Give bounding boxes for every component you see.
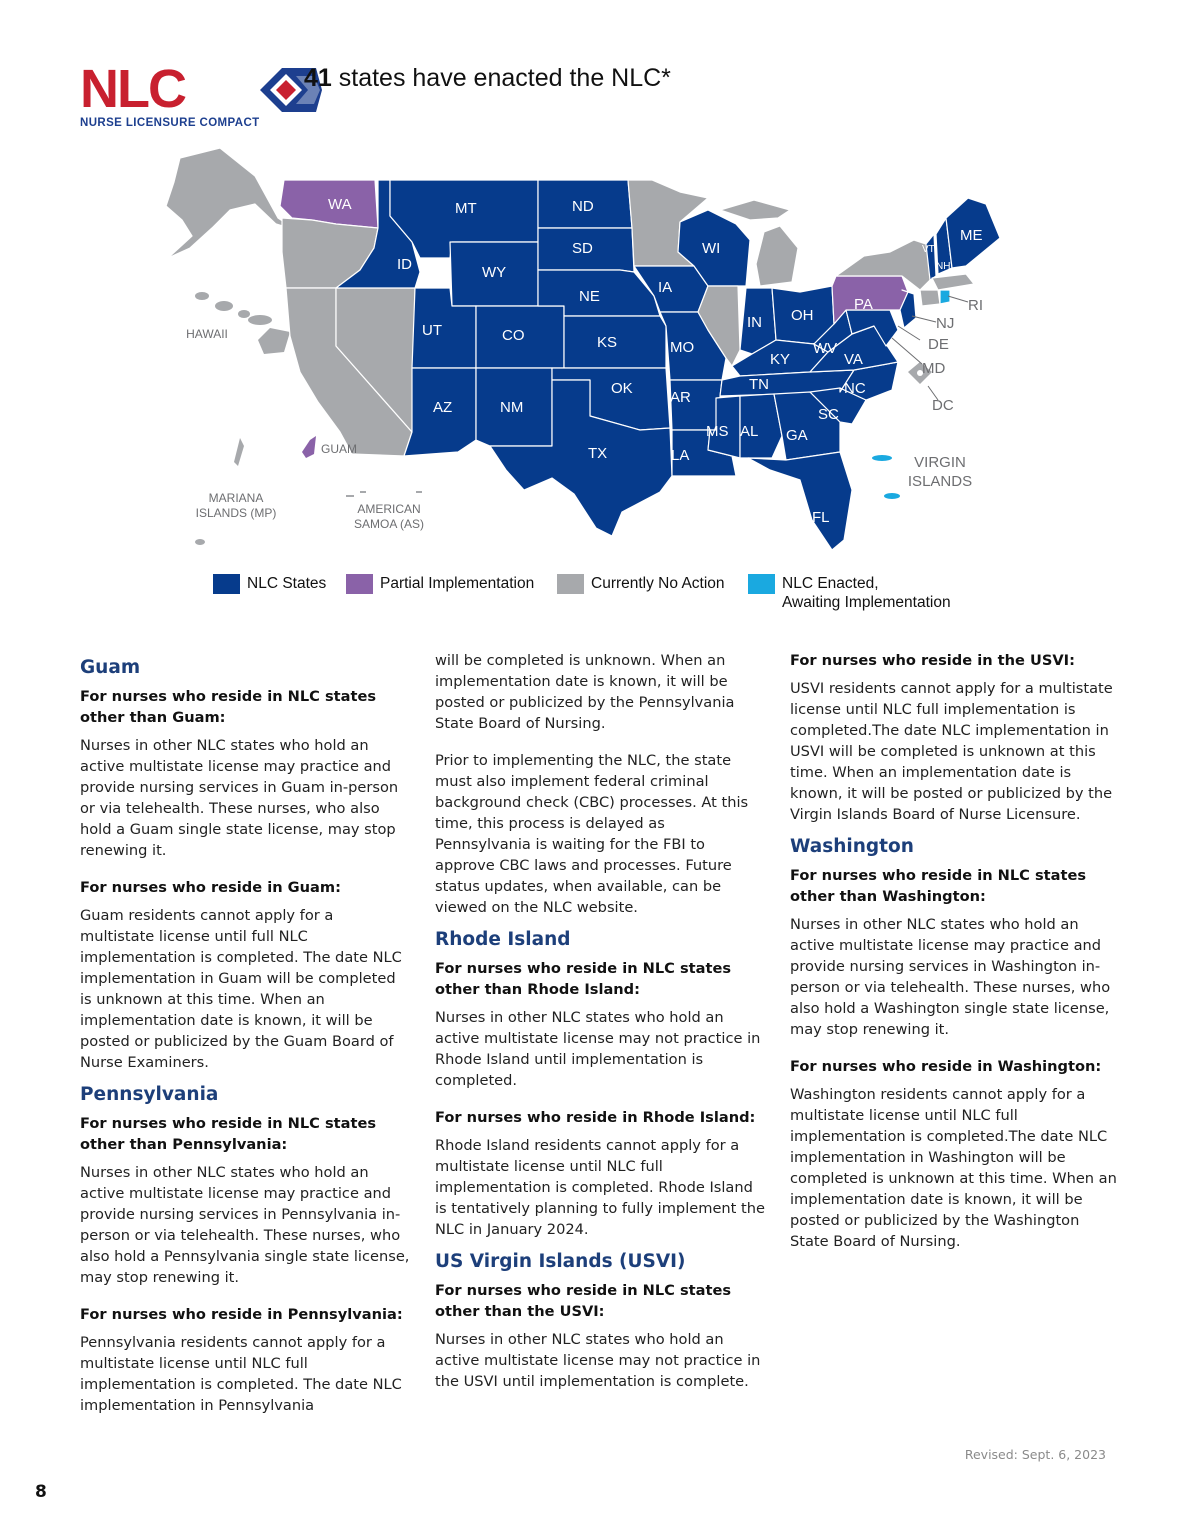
rhodeisland-state xyxy=(940,290,950,304)
map-label-ok: OK xyxy=(611,380,633,397)
pa-subheading-2: For nurses who reside in Pennsylvania: xyxy=(80,1306,403,1323)
nlc-logo xyxy=(80,59,280,132)
us-nlc-map xyxy=(160,140,1060,570)
map-label-nm: NM xyxy=(500,399,524,416)
map-label-wy: WY xyxy=(482,264,507,281)
map-label-nj: NJ xyxy=(936,315,955,332)
pa-subheading-1: For nurses who reside in NLC states other than Pennsylvania: xyxy=(80,1115,377,1153)
map-label-nc: NC xyxy=(844,380,866,397)
massachusetts-state xyxy=(932,274,974,290)
legend-label-nlc: NLC States xyxy=(247,575,327,592)
pa-paragraph-1: Nurses in other NLC states who hold an active multistate license may practice and provide nursing services in Pennsylvania in-person or via telehealth. These nurses, who also hold a Pennsylvania single state license, may stop renewing it. xyxy=(80,1164,410,1286)
legend-partial xyxy=(346,574,534,594)
map-label-wa: WA xyxy=(328,196,352,213)
map-label-ne: NE xyxy=(579,288,600,305)
florida-state xyxy=(748,452,852,550)
map-label-vi-2: ISLANDS xyxy=(907,473,973,490)
map-label-pa: PA xyxy=(854,296,873,313)
guam-paragraph-1: Nurses in other NLC states who hold an active multistate license may practice and provide nursing services in Guam in-person or via telehealth. These nurses, who also hold a Guam single state license, may stop renewing it. xyxy=(80,737,399,859)
map-label-oh: OH xyxy=(791,307,814,324)
map-label-ar: AR xyxy=(670,389,691,406)
logo-subtitle: NURSE LICENSURE COMPACT xyxy=(80,117,260,129)
michigan-upper xyxy=(720,200,790,220)
guam-heading: Guam xyxy=(80,657,141,678)
map-label-samoa-2: SAMOA (AS) xyxy=(353,517,425,531)
legend-label-no-action: Currently No Action xyxy=(591,575,725,592)
usvi-paragraph-1: Nurses in other NLC states who hold an active multistate license may not practice in the USVI until implementation is complete. xyxy=(435,1331,761,1390)
logo-wordmark: NLC xyxy=(80,59,185,119)
legend-swatch-nlc xyxy=(213,574,240,594)
map-label-md: MD xyxy=(922,360,946,377)
guam-territory xyxy=(302,436,316,458)
map-label-id: ID xyxy=(397,256,412,273)
map-label-ut: UT xyxy=(422,322,442,339)
page-headline xyxy=(304,64,671,93)
guam-subheading-2: For nurses who reside in Guam: xyxy=(80,879,341,896)
usvi-subheading-1: For nurses who reside in NLC states other than the USVI: xyxy=(435,1282,732,1320)
wa-paragraph-1: Nurses in other NLC states who hold an active multistate license may practice and provide nursing services in Washington in-person or via telehealth. These nurses, who also hold a Washington single state license, may stop renewing it. xyxy=(790,916,1111,1038)
map-label-wi: WI xyxy=(702,240,721,257)
headline-count: 41 xyxy=(304,64,332,92)
map-label-mt: MT xyxy=(455,200,477,217)
legend-swatch-partial xyxy=(346,574,373,594)
rhode-island-heading: Rhode Island xyxy=(435,929,571,950)
map-label-fl: FL xyxy=(812,509,830,526)
map-label-va: VA xyxy=(844,351,863,368)
ri-paragraph-2: Rhode Island residents cannot apply for a multistate license until NLC full implementation is completed. Rhode Island is tentatively planning to fully implement the NLC in January 2024. xyxy=(435,1137,765,1238)
ri-subheading-2: For nurses who reside in Rhode Island: xyxy=(435,1109,756,1126)
map-label-mariana-1: MARIANA xyxy=(208,491,264,505)
map-label-guam: GUAM xyxy=(321,442,357,456)
map-label-mariana-2: ISLANDS (MP) xyxy=(195,506,277,520)
map-label-la: LA xyxy=(671,447,690,464)
connecticut-state xyxy=(920,290,940,306)
map-label-nh: NH xyxy=(936,261,951,272)
map-label-sd: SD xyxy=(572,240,593,257)
samoa-islands xyxy=(346,492,422,496)
map-label-ky: KY xyxy=(770,351,791,368)
pa-paragraph-2: Pennsylvania residents cannot apply for a multistate license until NLC full implementation is completed. The date NLC implementation in Pennsylvania xyxy=(80,1334,402,1414)
legend-label-awaiting-1: NLC Enacted, xyxy=(782,575,879,592)
guam-paragraph-2: Guam residents cannot apply for a multistate license until full NLC implementation is completed. The date NLC implementation in Guam will be completed is unknown at this time. When an implementation date is known, it will be posted or publicized by the Guam Board of Nurse Examiners. xyxy=(80,907,402,1071)
map-label-ri: RI xyxy=(968,297,983,314)
map-label-mo: MO xyxy=(670,339,695,356)
text-column-3 xyxy=(790,650,1120,1268)
ri-paragraph-1: Nurses in other NLC states who hold an active multistate license may not practice in Rhode Island until implementation is completed. xyxy=(435,1009,761,1089)
revised-date: Revised: Sept. 6, 2023 xyxy=(964,1447,1106,1462)
map-label-sc: SC xyxy=(818,406,839,423)
map-label-samoa-1: AMERICAN xyxy=(357,502,421,516)
washington-heading: Washington xyxy=(790,836,914,857)
guam-subheading-1: For nurses who reside in NLC states other than Guam: xyxy=(80,688,377,726)
headline-text: states have enacted the NLC* xyxy=(331,64,671,92)
mariana-islands xyxy=(234,438,244,466)
legend-nlc-states xyxy=(213,574,326,594)
map-label-ia: IA xyxy=(658,279,673,296)
map-label-wv: WV xyxy=(813,340,838,357)
legend-no-action xyxy=(557,574,725,594)
map-label-ga: GA xyxy=(786,427,808,444)
map-label-ks: KS xyxy=(597,334,618,351)
wa-paragraph-2: Washington residents cannot apply for a multistate license until NLC full implementation is completed.The date NLC implementation in Washington will be completed is unknown at this time. When an implementation date is known, it will be posted or publicized by the Washington State Board of Nursing. xyxy=(790,1086,1117,1250)
text-column-1 xyxy=(80,650,410,1432)
legend-swatch-awaiting xyxy=(748,574,775,594)
pennsylvania-heading: Pennsylvania xyxy=(80,1084,219,1105)
map-label-me: ME xyxy=(960,227,983,244)
map-label-ms: MS xyxy=(706,423,729,440)
map-label-de: DE xyxy=(928,336,949,353)
map-label-in: IN xyxy=(747,314,762,331)
map-label-dc: DC xyxy=(932,397,954,414)
ri-subheading-1: For nurses who reside in NLC states other than Rhode Island: xyxy=(435,960,732,998)
alaska-state xyxy=(166,148,296,258)
usvi-paragraph-2: USVI residents cannot apply for a multistate license until NLC full implementation is completed.The date NLC implementation in USVI will be completed is unknown at this time. When an implementation date is known, it will be posted or publicized by the Virgin Islands Board of Nurse Licensure. xyxy=(790,680,1113,823)
usvi-heading: US Virgin Islands (USVI) xyxy=(435,1251,686,1272)
page-number: 8 xyxy=(35,1482,47,1502)
samoa-dot xyxy=(195,539,205,545)
map-label-az: AZ xyxy=(433,399,453,416)
virgin-islands-territory xyxy=(872,455,900,499)
map-label-hawaii: HAWAII xyxy=(186,327,228,341)
map-legend xyxy=(213,574,1013,618)
map-label-al: AL xyxy=(740,423,759,440)
legend-label-partial: Partial Implementation xyxy=(380,575,535,592)
michigan-lower xyxy=(756,226,798,286)
map-label-nd: ND xyxy=(572,198,594,215)
map-label-tn: TN xyxy=(749,376,769,393)
usvi-subheading-2: For nurses who reside in the USVI: xyxy=(790,652,1075,669)
pa-paragraph-2-continued: will be completed is unknown. When an implementation date is known, it will be posted or publicized by the Pennsylvania State Board of Nursing. xyxy=(435,652,735,732)
pa-paragraph-3: Prior to implementing the NLC, the state must also implement federal criminal background check (CBC) processes. At this time, this process is delayed as Pennsylvania is waiting for the FBI to approve CBC laws and processes. Future status updates, when available, can be viewed on the NLC website. xyxy=(435,752,749,916)
wa-subheading-1: For nurses who reside in NLC states other than Washington: xyxy=(790,867,1087,905)
wa-subheading-2: For nurses who reside in Washington: xyxy=(790,1058,1102,1075)
hawaii-islands xyxy=(195,292,290,354)
legend-label-awaiting-2: Awaiting Implementation xyxy=(782,594,951,611)
map-label-vi-1: VIRGIN xyxy=(914,454,966,471)
map-label-tx: TX xyxy=(588,445,608,462)
map-label-co: CO xyxy=(502,327,525,344)
text-column-2 xyxy=(435,650,765,1408)
legend-swatch-no-action xyxy=(557,574,584,594)
legend-enacted-awaiting xyxy=(748,574,951,611)
map-label-vt: VT xyxy=(922,244,935,255)
